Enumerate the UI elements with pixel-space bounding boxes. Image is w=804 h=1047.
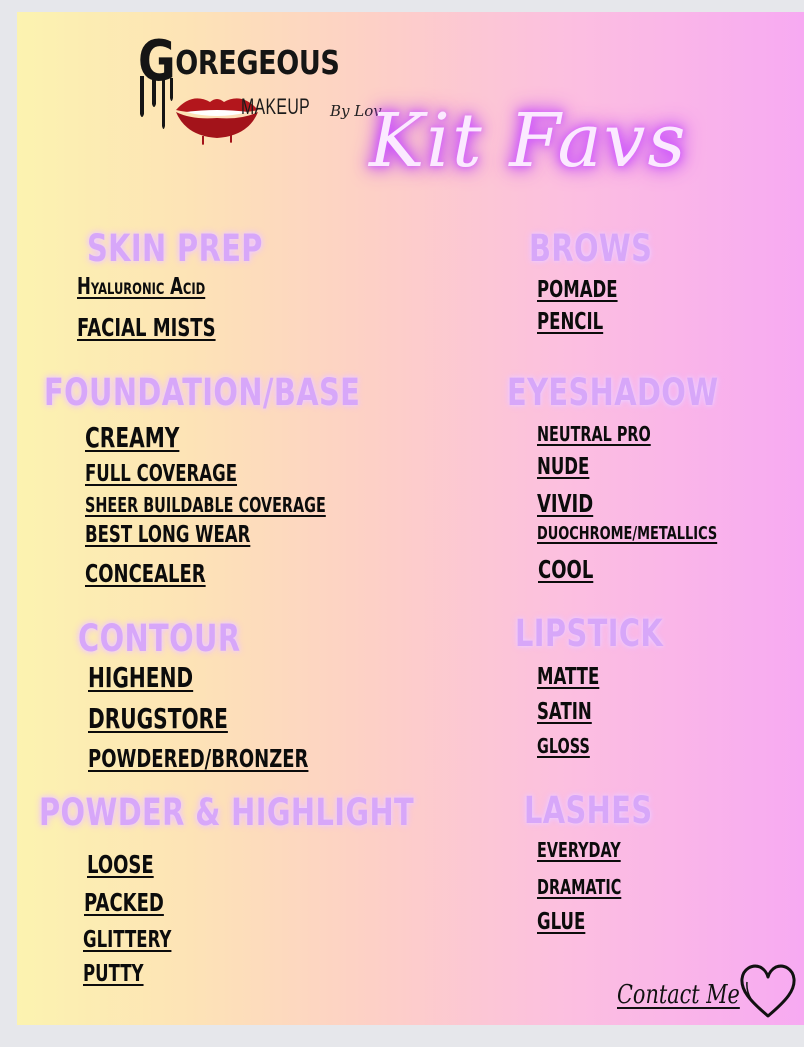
- item-glue: GLUE: [537, 909, 586, 935]
- item-satin: SATIN: [537, 699, 592, 725]
- heading-eyeshadow: EYESHADOW: [507, 371, 719, 414]
- heading-contour: CONTOUR: [78, 617, 241, 660]
- item-concealer: CONCEALER: [85, 559, 206, 588]
- item-neutral-pro: NEUTRAL PRO: [537, 422, 651, 446]
- item-pomade: POMADE: [537, 277, 618, 303]
- heading-lashes: LASHES: [524, 789, 653, 832]
- item-hyaluronic-acid: Hyaluronic Acid: [77, 274, 206, 300]
- item-vivid: VIVID: [537, 489, 594, 518]
- brand-byline: By Lov: [330, 102, 382, 120]
- item-full-coverage: FULL COVERAGE: [85, 461, 238, 487]
- brand-tagline: MAKEUP: [241, 94, 311, 119]
- heading-lipstick: LIPSTICK: [515, 612, 664, 655]
- item-dramatic: DRAMATIC: [537, 875, 622, 899]
- heading-powder-highlight: POWDER & HIGHLIGHT: [39, 791, 415, 834]
- item-nude: NUDE: [537, 454, 590, 480]
- item-everyday: EVERYDAY: [537, 838, 621, 862]
- item-facial-mists: FACIAL MISTS: [77, 313, 216, 342]
- item-matte: MATTE: [537, 664, 600, 690]
- heart-icon[interactable]: [737, 960, 799, 1022]
- item-best-long-wear: BEST LONG WEAR: [85, 522, 251, 548]
- item-sheer-buildable: SHEER BUILDABLE COVERAGE: [85, 493, 326, 517]
- item-putty: PUTTY: [83, 961, 144, 987]
- item-glittery: GLITTERY: [83, 927, 172, 953]
- item-pencil: PENCIL: [537, 309, 604, 335]
- item-loose: LOOSE: [87, 850, 154, 879]
- brand-name: GOREGEOUS: [138, 29, 340, 94]
- item-creamy: CREAMY: [85, 421, 180, 454]
- heading-skin-prep: SKIN PREP: [87, 227, 263, 270]
- item-powdered-bronzer: POWDERED/BRONZER: [88, 744, 309, 773]
- item-highend: HIGHEND: [88, 661, 194, 694]
- item-packed: PACKED: [84, 888, 164, 917]
- contact-me-link[interactable]: Contact Me: [617, 980, 740, 1010]
- item-cool: COOL: [538, 555, 594, 584]
- flyer-page: [17, 12, 804, 1025]
- item-gloss: GLOSS: [537, 734, 590, 758]
- item-drugstore: DRUGSTORE: [88, 702, 228, 735]
- page-title: Kit Favs: [369, 98, 688, 184]
- heading-foundation: FOUNDATION/BASE: [44, 371, 361, 414]
- heading-brows: BROWS: [529, 227, 653, 270]
- item-duochrome-metallics: DUOCHROME/METALLICS: [537, 523, 718, 544]
